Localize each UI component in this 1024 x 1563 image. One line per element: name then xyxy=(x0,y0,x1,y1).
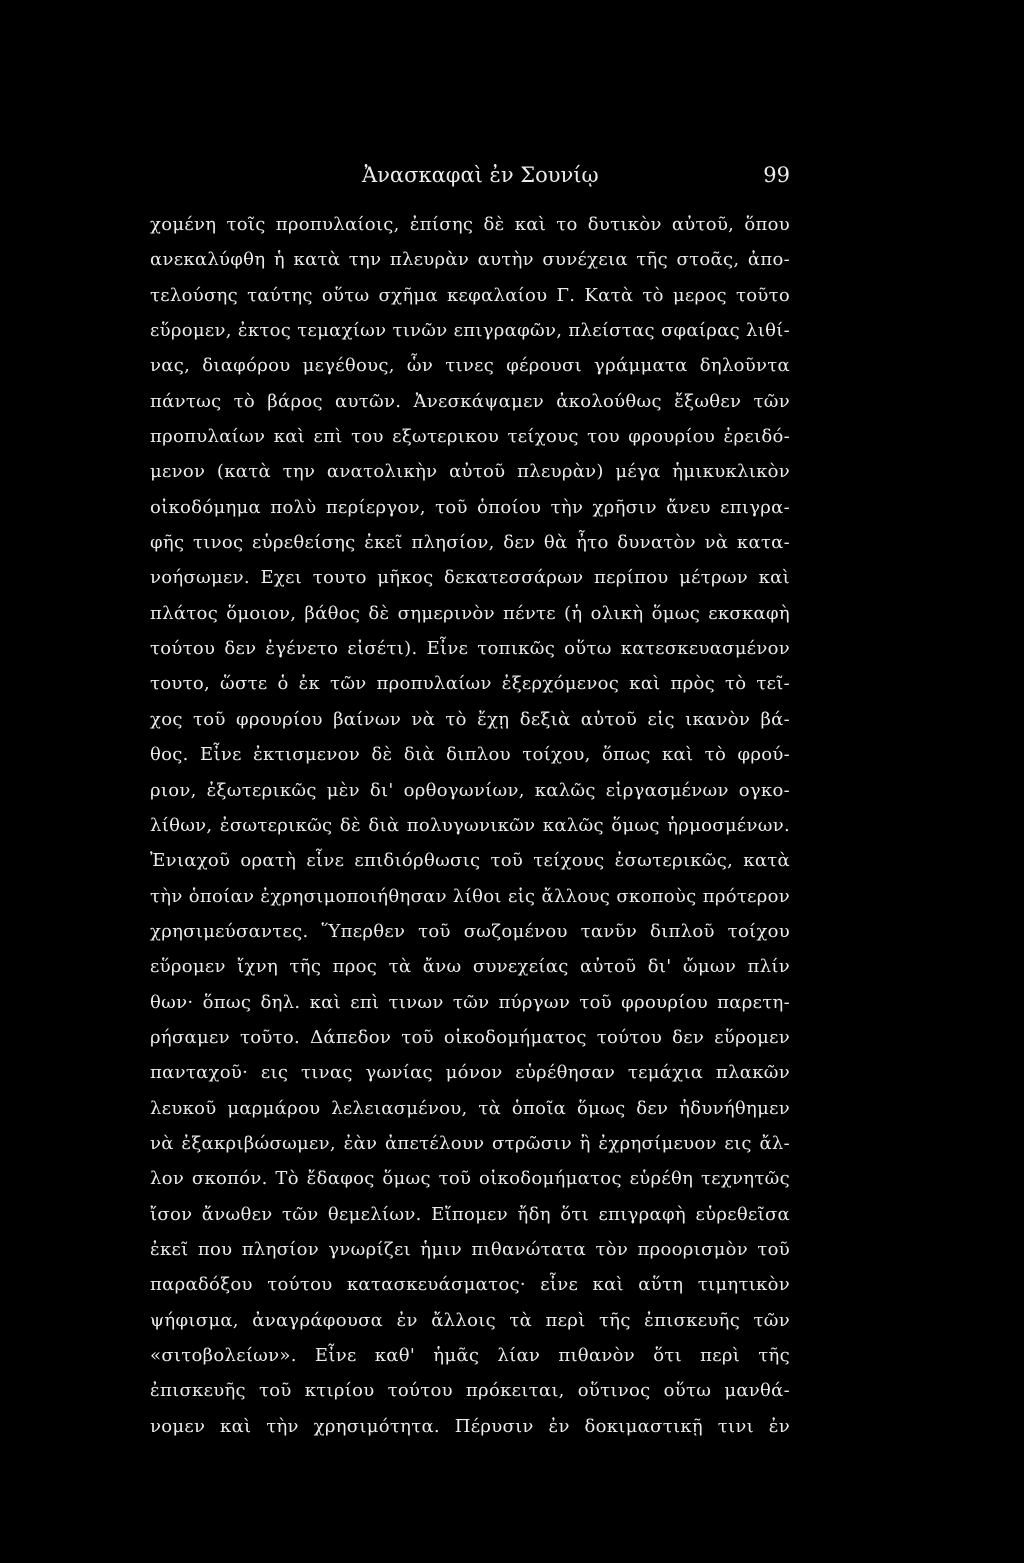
text-line: παραδόξου τούτου κατασκευάσματος· εἶνε καὶ αὕτη τιμητικὸν xyxy=(150,1274,790,1296)
text-line: τούτου δεν ἐγένετο εἰσέτι). Εἶνε τοπικῶς οὕτω κατεσκευασμένον xyxy=(150,638,790,660)
body-text xyxy=(150,207,790,1444)
text-line: φῆς τινος εὑρεθείσης ἐκεῖ πλησίον, δεν θὰ ἦτο δυνατὸν νὰ κατα- xyxy=(150,532,790,554)
text-line: μενον (κατὰ την ανατολικὴν αὐτοῦ πλευρὰν) μέγα ἡμικυκλικὸν xyxy=(150,461,790,483)
text-line: λίθων, ἐσωτερικῶς δὲ διὰ πολυγωνικῶν καλῶς ὅμως ἡρμοσμένων. xyxy=(150,814,790,836)
text-line: πανταχοῦ· εις τινας γωνίας μόνον εὑρέθησαν τεμάχια πλακῶν xyxy=(150,1062,790,1084)
text-line: εὕρομεν ἴχνη τῆς προς τὰ ἄνω συνεχείας αὐτοῦ δι' ὤμων πλίν xyxy=(150,956,790,978)
text-line: θων· ὅπως δηλ. καὶ επὶ τινων τῶν πύργων τοῦ φρουρίου παρετη- xyxy=(150,991,790,1013)
text-line: τουτο, ὥστε ὁ ἐκ τῶν προπυλαίων ἐξερχόμενος καὶ πρὸς τὸ τεῖ- xyxy=(150,673,790,695)
text-line: ανεκαλύφθη ἡ κατὰ την πλευρὰν αυτὴν συνέχεια τῆς στοᾶς, ἀπο- xyxy=(150,249,790,271)
text-line: πάντως τὸ βάρος αυτῶν. Ἀνεσκάψαμεν ἀκολούθως ἔξωθεν τῶν xyxy=(150,390,790,412)
text-line: χρησιμεύσαντες. Ὕπερθεν τοῦ σωζομένου τανῦν διπλοῦ τοίχου xyxy=(150,920,790,942)
text-line: τὴν ὁποίαν ἐχρησιμοποιήθησαν λίθοι εἰς ἄλλους σκοποὺς πρότερον xyxy=(150,885,790,907)
text-line: ἴσον ἄνωθεν τῶν θεμελίων. Εἴπομεν ἤδη ὅτι επιγραφὴ εὑρεθεῖσα xyxy=(150,1203,790,1225)
text-line: νὰ ἐξακριβώσωμεν, ἐὰν ἀπετέλουν στρῶσιν ἢ ἐχρησίμευον εις ἄλ- xyxy=(150,1132,790,1154)
text-line: θος. Εἶνε ἐκτισμενον δὲ διὰ διπλου τοίχου, ὅπως καὶ τὸ φρού- xyxy=(150,744,790,766)
text-line: ἐπισκευῆς τοῦ κτιρίου τούτου πρόκειται, οὕτινος οὕτω μανθά- xyxy=(150,1380,790,1402)
text-line: Ἐνιαχοῦ ορατὴ εἶνε επιδιόρθωσις τοῦ τείχους ἐσωτερικῶς, κατὰ xyxy=(150,850,790,872)
text-line: οἰκοδόμημα πολὺ περίεργον, τοῦ ὁποίου τὴν χρῆσιν ἄνευ επιγρα- xyxy=(150,496,790,518)
text-line: νας, διαφόρου μεγέθους, ὧν τινες φέρουσι γράμματα δηλοῦντα xyxy=(150,355,790,377)
text-line: προπυλαίων καὶ επὶ του εξωτερικου τείχους του φρουρίου ἐρειδό- xyxy=(150,426,790,448)
text-line: νοήσωμεν. Εχει τουτο μῆκος δεκατεσσάρων περίπου μέτρων καὶ xyxy=(150,567,790,589)
text-line: πλάτος ὅμοιον, βάθος δὲ σημερινὸν πέντε (ἡ ολικὴ ὅμως εκσκαφὴ xyxy=(150,602,790,624)
text-line: λον σκοπόν. Τὸ ἔδαφος ὅμως τοῦ οἰκοδομήματος εὑρέθη τεχνητῶς xyxy=(150,1168,790,1190)
text-line: χος τοῦ φρουρίου βαίνων νὰ τὸ ἔχῃ δεξιὰ αὐτοῦ εἰς ικανὸν βά- xyxy=(150,708,790,730)
text-line: εὕρομεν, ἐκτος τεμαχίων τινῶν επιγραφῶν, πλείστας σφαίρας λιθί- xyxy=(150,320,790,342)
text-line: ρήσαμεν τοῦτο. Δάπεδον τοῦ οἰκοδομήματος τούτου δεν εὕρομεν xyxy=(150,1026,790,1048)
text-line: ἐκεῖ που πλησίον γνωρίζει ἡμιν πιθανώτατα τὸν προορισμὸν τοῦ xyxy=(150,1238,790,1260)
text-line: τελούσης ταύτης οὕτω σχῆμα κεφαλαίου Γ. Κατὰ τὸ μερος τοῦτο xyxy=(150,284,790,306)
page-number: 99 xyxy=(763,163,790,187)
running-head xyxy=(150,157,790,193)
text-line: ριον, ἐξωτερικῶς μὲν δι' ορθογωνίων, καλῶς εἰργασμένων ογκο- xyxy=(150,779,790,801)
text-line: «σιτοβολείων». Εἶνε καθ' ἡμᾶς λίαν πιθανὸν ὅτι περὶ τῆς xyxy=(150,1345,790,1366)
text-line: λευκοῦ μαρμάρου λελειασμένου, τὰ ὁποῖα ὅμως δεν ἠδυνήθημεν xyxy=(150,1097,790,1119)
text-line: χομένη τοῖς προπυλαίοις, ἐπίσης δὲ καὶ το δυτικὸν αὐτοῦ, ὅπου xyxy=(150,214,790,235)
text-line: νομεν καὶ τὴν χρησιμότητα. Πέρυσιν ἐν δοκιμαστικῇ τινι ἐν xyxy=(150,1415,790,1437)
running-title: Ἀνασκαφαὶ ἐν Σουνίῳ xyxy=(362,163,599,187)
text-line: ψήφισμα, ἀναγράφουσα ἐν ἄλλοις τὰ περὶ τῆς ἐπισκευῆς τῶν xyxy=(150,1309,790,1331)
